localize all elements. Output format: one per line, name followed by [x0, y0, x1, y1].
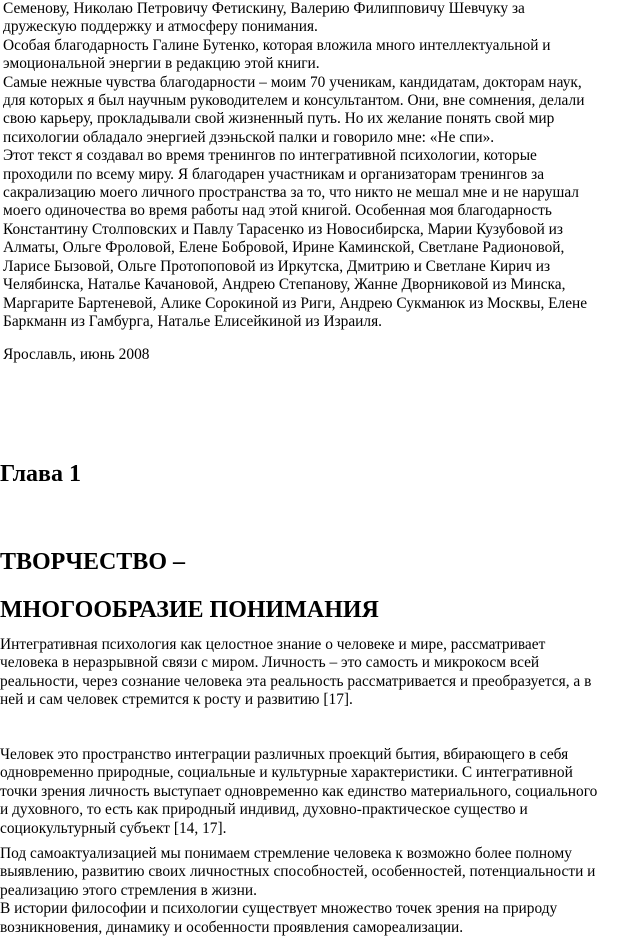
text-line: В истории философии и психологии существует множество точек зрения на природу: [0, 900, 558, 918]
text-line: проходили по всему миру. Я благодарен участникам и организаторам тренингов за: [3, 165, 545, 183]
text-line: Интегративная психология как целостное знание о человеке и мире, рассматривает: [0, 636, 546, 653]
text-line: человека в неразрывной связи с миром. Личность – это самость и микрокосм всей: [0, 654, 540, 672]
body-paragraph-3: [0, 845, 616, 937]
text-line: Баркманн из Гамбурга, Наталье Елисейкиной из Израиля.: [3, 312, 383, 330]
body-paragraph-1: [0, 636, 616, 710]
text-line: реальности, через сознание человека эта реальность рассматривается и преобразуется, а в: [0, 672, 592, 690]
text-line: Маргарите Бартеневой, Алике Сорокиной из Риги, Андрею Сукманюк из Москвы, Елене: [3, 294, 588, 312]
text-line: социокультурный субъект [14, 17].: [0, 819, 227, 837]
intro-paragraph: [3, 0, 615, 331]
text-line: сакрализацию моего личного пространства за то, что никто не мешал мне и не нарушал: [3, 184, 579, 202]
chapter-title-line1: ТВОРЧЕСТВО –: [0, 549, 185, 575]
text-line: моего одиночества во время работы над этой книгой. Особенная моя благодарность: [3, 202, 552, 220]
text-line: реализацию этого стремления в жизни.: [0, 881, 257, 899]
text-line: выявлению, развитию своих личностных способностей, особенностей, потенциальности и: [0, 863, 596, 881]
text-line: Челябинска, Наталье Качановой, Андрею Степанову, Жанне Дворниковой из Минска,: [3, 276, 566, 294]
text-line: Особая благодарность Галине Бутенко, которая вложила много интеллектуальной и: [3, 36, 551, 54]
body-paragraph-2: [0, 746, 616, 838]
text-line: Человек это пространство интеграции различных проекций бытия, вбирающего в себя: [0, 746, 569, 763]
chapter-title-line2: МНОГООБРАЗИЕ ПОНИМАНИЯ: [0, 597, 379, 623]
text-line: возникновения, динамику и особенности проявления самореализации.: [0, 918, 464, 936]
text-line: Константину Столповских и Павлу Тарасенко из Новосибирска, Марии Кузубовой из: [3, 220, 563, 238]
text-line: одновременно природные, социальные и культурные характеристики. С интегративной: [0, 764, 573, 782]
text-line: Этот текст я создавал во время тренингов по интегративной психологии, которые: [3, 147, 537, 165]
text-line: ней и сам человек стремится к росту и развитию [17].: [0, 691, 353, 709]
text-line: психологии обладало энергией дзэньской палки и говорило мне: «Не спи».: [3, 128, 495, 146]
text-line: точки зрения личность выступает одновременно как единство материального, социального: [0, 782, 598, 800]
text-line: Под самоактуализацией мы понимаем стремление человека к возможно более полному: [0, 845, 572, 862]
text-line: Ларисе Бызовой, Ольге Протопоповой из Иркутска, Дмитрию и Светлане Кирич из: [3, 257, 551, 275]
text-line: эмоциональной энергии в редакцию этой книги.: [3, 55, 320, 73]
document-page: [3, 0, 615, 331]
text-line: свою карьеру, прокладывали свой жизненный путь. Но их желание понять свой мир: [3, 110, 555, 128]
text-line: Самые нежные чувства благодарности – моим 70 ученикам, кандидатам, докторам наук,: [3, 73, 582, 91]
text-line: дружескую поддержку и атмосферу понимания.: [3, 18, 318, 36]
text-line: для которых я был научным руководителем и консультантом. Они, вне сомнения, делали: [3, 92, 585, 110]
place-date: Ярославль, июнь 2008: [3, 346, 150, 363]
text-line: Алматы, Ольге Фроловой, Елене Бобровой, Ирине Каминской, Светлане Радионовой,: [3, 239, 565, 257]
text-line: и духовного, то есть как природный индивид, духовно-практическое существо и: [0, 801, 528, 819]
text-line: Семенову, Николаю Петровичу Фетискину, Валерию Филипповичу Шевчуку за: [3, 0, 525, 17]
chapter-heading: Глава 1: [0, 461, 81, 487]
